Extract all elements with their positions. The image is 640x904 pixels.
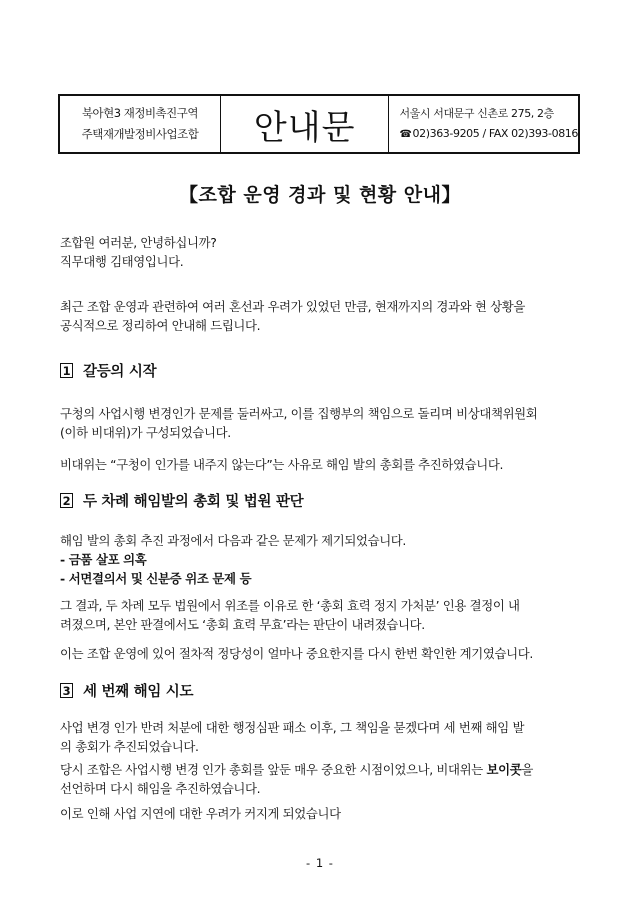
section-2-paragraph-1 (60, 531, 582, 588)
organization-line-2: 주택재개발정비사업조합 (81, 127, 199, 141)
intro-paragraph (60, 297, 582, 335)
section-3-number: 3 (60, 683, 73, 698)
intro-line-1: 최근 조합 운영과 관련하여 여러 혼선과 우려가 있었던 만큼, 현재까지의 경과와 현 상황을 (60, 299, 525, 314)
section-3-p1-line-1: 사업 변경 인가 반려 처분에 대한 행정심판 패소 이후, 그 책임을 묻겠다며 세 번째 해임 발 (60, 720, 525, 735)
page-title: 【조합 운영 경과 및 현황 안내】 (179, 184, 461, 206)
section-2-p2-line-2: 려졌으며, 본안 판결에서도 ‘총회 효력 무효’라는 판단이 내려졌습니다. (60, 617, 425, 632)
section-3-p2-line-2: 선언하며 다시 해임을 추진하였습니다. (60, 781, 261, 796)
section-3-title: 세 번째 해임 시도 (83, 684, 194, 700)
section-3-p2-line-1 (60, 760, 582, 779)
section-2-p1: 해임 발의 총회 추진 과정에서 다음과 같은 문제가 제기되었습니다. (60, 533, 407, 548)
organization-cell (60, 96, 221, 152)
contact-cell (389, 96, 578, 152)
section-3-paragraph-2 (60, 760, 582, 798)
section-3-p3: 이로 인해 사업 지연에 대한 우려가 커지게 되었습니다 (60, 806, 341, 821)
section-2-issue-1: - 금품 살포 의혹 (60, 552, 147, 567)
section-2-number: 2 (60, 493, 73, 508)
header-box (58, 94, 580, 154)
section-1-number: 1 (60, 363, 73, 378)
contact-text: 02)363-9205 / FAX 02)393-0816 (412, 126, 578, 140)
section-3-paragraph-1 (60, 718, 582, 756)
section-1-p1-line-1: 구청의 사업시행 변경인가 문제를 둘러싸고, 이를 집행부의 책임으로 돌리며 비상대책위원회 (60, 406, 538, 421)
section-1-paragraph-2 (60, 455, 582, 474)
section-2-paragraph-3 (60, 644, 582, 663)
boycott-emphasis: 보이콧 (486, 762, 522, 777)
section-2-title: 두 차례 해임발의 총회 및 법원 판단 (83, 494, 304, 510)
page-number: - 1 - (306, 856, 334, 870)
section-3-paragraph-3 (60, 804, 582, 823)
organization-line-1: 북아현3 재정비촉진구역 (81, 106, 198, 120)
section-3-p2-pre: 당시 조합은 사업시행 변경 인가 총회를 앞둔 매우 중요한 시점이었으나, 비대위는 (60, 762, 487, 777)
greeting-line-2: 직무대행 김태영입니다. (60, 254, 184, 269)
section-1-heading (60, 360, 156, 381)
section-2-p3: 이는 조합 운영에 있어 절차적 정당성이 얼마나 중요한지를 다시 한번 확인한 계기였습니다. (60, 646, 533, 661)
section-1-title: 갈등의 시작 (83, 364, 157, 380)
section-2-p2-line-1: 그 결과, 두 차례 모두 법원에서 위조를 이유로 한 ‘총회 효력 정지 가처분’ 인용 결정이 내 (60, 598, 520, 613)
greeting-line-1: 조합원 여러분, 안녕하십니까? (60, 235, 217, 250)
section-1-paragraph-1 (60, 404, 582, 442)
section-2-issue-2: - 서면결의서 및 신분증 위조 문제 등 (60, 571, 252, 586)
section-3-p2-post: 을 (521, 762, 533, 777)
address-text: 서울시 서대문구 신촌로 275, 2층 (399, 106, 554, 120)
section-1-p1-line-2: (이하 비대위)가 구성되었습니다. (60, 425, 231, 440)
intro-line-2: 공식적으로 정리하여 안내해 드립니다. (60, 318, 261, 333)
section-3-heading (60, 680, 193, 701)
section-3-p1-line-2: 의 총회가 추진되었습니다. (60, 739, 199, 754)
contact-line (399, 124, 578, 145)
section-1-p2: 비대위는 “구청이 인가를 내주지 않는다”는 사유로 해임 발의 총회를 추진하였습니다. (60, 457, 504, 472)
section-2-paragraph-2 (60, 596, 582, 634)
greeting-paragraph (60, 233, 582, 271)
section-2-heading (60, 490, 303, 511)
document-type-title: 안내문 (253, 107, 356, 148)
telephone-icon: ☎ (399, 128, 412, 140)
document-type-cell (221, 96, 390, 152)
